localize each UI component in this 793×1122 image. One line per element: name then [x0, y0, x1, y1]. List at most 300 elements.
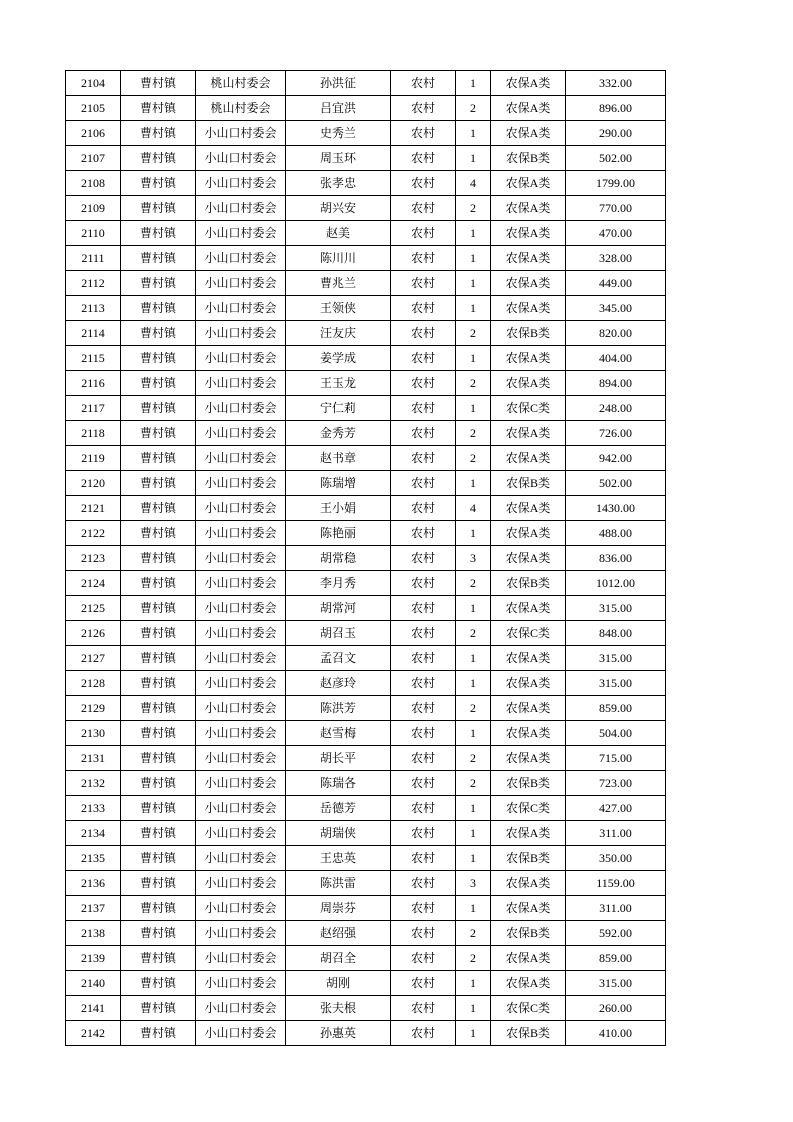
cell-person-count: 1: [456, 846, 491, 871]
cell-residence-type: 农村: [391, 171, 456, 196]
cell-insurance-category: 农保C类: [491, 396, 566, 421]
cell-town: 曹村镇: [121, 171, 196, 196]
cell-town: 曹村镇: [121, 696, 196, 721]
table-row: [66, 621, 666, 646]
cell-serial-number: 2119: [66, 446, 121, 471]
cell-residence-type: 农村: [391, 996, 456, 1021]
cell-person-count: 1: [456, 221, 491, 246]
cell-residence-type: 农村: [391, 596, 456, 621]
cell-residence-type: 农村: [391, 821, 456, 846]
cell-person-count: 4: [456, 171, 491, 196]
cell-town: 曹村镇: [121, 796, 196, 821]
cell-village-committee: 小山口村委会: [196, 221, 286, 246]
cell-village-committee: 小山口村委会: [196, 446, 286, 471]
cell-amount: 504.00: [566, 721, 666, 746]
cell-person-count: 1: [456, 471, 491, 496]
cell-residence-type: 农村: [391, 296, 456, 321]
cell-person-count: 1: [456, 646, 491, 671]
cell-person-name: 王忠英: [286, 846, 391, 871]
cell-insurance-category: 农保A类: [491, 96, 566, 121]
cell-serial-number: 2123: [66, 546, 121, 571]
cell-insurance-category: 农保A类: [491, 246, 566, 271]
cell-insurance-category: 农保A类: [491, 946, 566, 971]
table-row: [66, 396, 666, 421]
cell-person-name: 孟召文: [286, 646, 391, 671]
cell-village-committee: 小山口村委会: [196, 796, 286, 821]
cell-person-count: 1: [456, 596, 491, 621]
cell-person-name: 曹兆兰: [286, 271, 391, 296]
cell-amount: 311.00: [566, 896, 666, 921]
cell-person-name: 王玉龙: [286, 371, 391, 396]
cell-serial-number: 2120: [66, 471, 121, 496]
cell-amount: 328.00: [566, 246, 666, 271]
cell-serial-number: 2139: [66, 946, 121, 971]
cell-village-committee: 小山口村委会: [196, 521, 286, 546]
table-row: [66, 221, 666, 246]
cell-residence-type: 农村: [391, 196, 456, 221]
cell-person-name: 张夫根: [286, 996, 391, 1021]
cell-person-name: 周玉环: [286, 146, 391, 171]
cell-residence-type: 农村: [391, 896, 456, 921]
cell-village-committee: 小山口村委会: [196, 396, 286, 421]
cell-insurance-category: 农保A类: [491, 196, 566, 221]
cell-village-committee: 小山口村委会: [196, 471, 286, 496]
cell-town: 曹村镇: [121, 871, 196, 896]
cell-town: 曹村镇: [121, 371, 196, 396]
cell-serial-number: 2115: [66, 346, 121, 371]
cell-village-committee: 桃山村委会: [196, 96, 286, 121]
cell-town: 曹村镇: [121, 921, 196, 946]
cell-person-count: 1: [456, 71, 491, 96]
cell-person-name: 胡兴安: [286, 196, 391, 221]
cell-town: 曹村镇: [121, 271, 196, 296]
cell-insurance-category: 农保A类: [491, 446, 566, 471]
cell-person-name: 赵绍强: [286, 921, 391, 946]
cell-person-name: 赵雪梅: [286, 721, 391, 746]
cell-serial-number: 2137: [66, 896, 121, 921]
cell-residence-type: 农村: [391, 221, 456, 246]
cell-residence-type: 农村: [391, 446, 456, 471]
cell-person-count: 1: [456, 271, 491, 296]
cell-amount: 260.00: [566, 996, 666, 1021]
cell-village-committee: 小山口村委会: [196, 921, 286, 946]
cell-amount: 894.00: [566, 371, 666, 396]
cell-insurance-category: 农保A类: [491, 821, 566, 846]
cell-serial-number: 2129: [66, 696, 121, 721]
cell-village-committee: 小山口村委会: [196, 321, 286, 346]
cell-insurance-category: 农保A类: [491, 971, 566, 996]
table-row: [66, 121, 666, 146]
cell-amount: 248.00: [566, 396, 666, 421]
data-table: [65, 70, 666, 1046]
cell-town: 曹村镇: [121, 246, 196, 271]
table-row: [66, 496, 666, 521]
cell-insurance-category: 农保A类: [491, 71, 566, 96]
cell-residence-type: 农村: [391, 1021, 456, 1046]
cell-person-count: 2: [456, 96, 491, 121]
cell-insurance-category: 农保A类: [491, 346, 566, 371]
cell-town: 曹村镇: [121, 496, 196, 521]
cell-town: 曹村镇: [121, 721, 196, 746]
cell-person-count: 2: [456, 421, 491, 446]
cell-insurance-category: 农保A类: [491, 171, 566, 196]
cell-village-committee: 小山口村委会: [196, 296, 286, 321]
cell-town: 曹村镇: [121, 346, 196, 371]
cell-person-count: 1: [456, 1021, 491, 1046]
cell-residence-type: 农村: [391, 121, 456, 146]
cell-town: 曹村镇: [121, 196, 196, 221]
cell-village-committee: 小山口村委会: [196, 271, 286, 296]
cell-person-count: 1: [456, 121, 491, 146]
cell-residence-type: 农村: [391, 96, 456, 121]
cell-amount: 1159.00: [566, 871, 666, 896]
cell-village-committee: 小山口村委会: [196, 196, 286, 221]
cell-amount: 449.00: [566, 271, 666, 296]
cell-amount: 502.00: [566, 146, 666, 171]
cell-person-name: 胡召玉: [286, 621, 391, 646]
cell-serial-number: 2132: [66, 771, 121, 796]
table-row: [66, 671, 666, 696]
cell-residence-type: 农村: [391, 246, 456, 271]
cell-amount: 848.00: [566, 621, 666, 646]
cell-person-name: 赵彦玲: [286, 671, 391, 696]
cell-insurance-category: 农保A类: [491, 671, 566, 696]
cell-village-committee: 小山口村委会: [196, 171, 286, 196]
cell-residence-type: 农村: [391, 946, 456, 971]
table-row: [66, 546, 666, 571]
cell-serial-number: 2106: [66, 121, 121, 146]
cell-amount: 315.00: [566, 971, 666, 996]
cell-serial-number: 2126: [66, 621, 121, 646]
cell-serial-number: 2138: [66, 921, 121, 946]
cell-insurance-category: 农保A类: [491, 421, 566, 446]
cell-insurance-category: 农保A类: [491, 596, 566, 621]
cell-residence-type: 农村: [391, 696, 456, 721]
cell-insurance-category: 农保B类: [491, 771, 566, 796]
cell-person-count: 1: [456, 796, 491, 821]
cell-amount: 488.00: [566, 521, 666, 546]
cell-amount: 315.00: [566, 596, 666, 621]
cell-amount: 410.00: [566, 1021, 666, 1046]
table-row: [66, 71, 666, 96]
cell-village-committee: 小山口村委会: [196, 621, 286, 646]
cell-amount: 345.00: [566, 296, 666, 321]
cell-person-count: 1: [456, 971, 491, 996]
cell-village-committee: 小山口村委会: [196, 696, 286, 721]
cell-amount: 592.00: [566, 921, 666, 946]
cell-serial-number: 2133: [66, 796, 121, 821]
cell-village-committee: 小山口村委会: [196, 896, 286, 921]
cell-insurance-category: 农保A类: [491, 646, 566, 671]
cell-residence-type: 农村: [391, 396, 456, 421]
cell-village-committee: 小山口村委会: [196, 371, 286, 396]
cell-village-committee: 小山口村委会: [196, 571, 286, 596]
cell-person-count: 2: [456, 371, 491, 396]
cell-village-committee: 小山口村委会: [196, 846, 286, 871]
cell-insurance-category: 农保C类: [491, 621, 566, 646]
cell-serial-number: 2140: [66, 971, 121, 996]
cell-amount: 350.00: [566, 846, 666, 871]
cell-insurance-category: 农保A类: [491, 121, 566, 146]
cell-insurance-category: 农保A类: [491, 371, 566, 396]
cell-serial-number: 2114: [66, 321, 121, 346]
table-row: [66, 696, 666, 721]
cell-amount: 502.00: [566, 471, 666, 496]
cell-insurance-category: 农保B类: [491, 321, 566, 346]
cell-amount: 942.00: [566, 446, 666, 471]
table-row: [66, 146, 666, 171]
cell-village-committee: 小山口村委会: [196, 546, 286, 571]
cell-residence-type: 农村: [391, 321, 456, 346]
cell-person-name: 李月秀: [286, 571, 391, 596]
cell-serial-number: 2141: [66, 996, 121, 1021]
cell-residence-type: 农村: [391, 71, 456, 96]
table-row: [66, 346, 666, 371]
cell-serial-number: 2125: [66, 596, 121, 621]
cell-serial-number: 2136: [66, 871, 121, 896]
table-row: [66, 421, 666, 446]
cell-serial-number: 2104: [66, 71, 121, 96]
cell-amount: 859.00: [566, 946, 666, 971]
table-row: [66, 896, 666, 921]
cell-person-name: 岳德芳: [286, 796, 391, 821]
cell-person-count: 3: [456, 546, 491, 571]
cell-town: 曹村镇: [121, 421, 196, 446]
table-row: [66, 921, 666, 946]
cell-person-name: 王领侠: [286, 296, 391, 321]
cell-person-count: 1: [456, 146, 491, 171]
cell-serial-number: 2108: [66, 171, 121, 196]
cell-person-count: 2: [456, 571, 491, 596]
table-row: [66, 371, 666, 396]
cell-insurance-category: 农保C类: [491, 996, 566, 1021]
cell-serial-number: 2130: [66, 721, 121, 746]
cell-town: 曹村镇: [121, 821, 196, 846]
cell-person-count: 2: [456, 946, 491, 971]
cell-town: 曹村镇: [121, 146, 196, 171]
table-row: [66, 796, 666, 821]
cell-village-committee: 小山口村委会: [196, 721, 286, 746]
cell-residence-type: 农村: [391, 671, 456, 696]
cell-person-name: 胡长平: [286, 746, 391, 771]
cell-insurance-category: 农保B类: [491, 471, 566, 496]
table-row: [66, 296, 666, 321]
cell-amount: 427.00: [566, 796, 666, 821]
cell-residence-type: 农村: [391, 571, 456, 596]
cell-insurance-category: 农保B类: [491, 846, 566, 871]
cell-person-count: 1: [456, 821, 491, 846]
cell-serial-number: 2111: [66, 246, 121, 271]
cell-person-name: 姜学成: [286, 346, 391, 371]
cell-town: 曹村镇: [121, 221, 196, 246]
cell-residence-type: 农村: [391, 796, 456, 821]
cell-town: 曹村镇: [121, 71, 196, 96]
cell-village-committee: 小山口村委会: [196, 946, 286, 971]
cell-residence-type: 农村: [391, 721, 456, 746]
cell-village-committee: 小山口村委会: [196, 346, 286, 371]
cell-serial-number: 2122: [66, 521, 121, 546]
cell-person-name: 赵美: [286, 221, 391, 246]
cell-amount: 311.00: [566, 821, 666, 846]
table-row: [66, 771, 666, 796]
cell-person-count: 1: [456, 396, 491, 421]
table-row: [66, 446, 666, 471]
cell-insurance-category: 农保A类: [491, 296, 566, 321]
cell-residence-type: 农村: [391, 621, 456, 646]
cell-insurance-category: 农保C类: [491, 796, 566, 821]
cell-serial-number: 2112: [66, 271, 121, 296]
cell-serial-number: 2135: [66, 846, 121, 871]
cell-person-count: 2: [456, 321, 491, 346]
cell-town: 曹村镇: [121, 546, 196, 571]
cell-town: 曹村镇: [121, 771, 196, 796]
cell-insurance-category: 农保B类: [491, 921, 566, 946]
table-row: [66, 521, 666, 546]
cell-serial-number: 2109: [66, 196, 121, 221]
cell-amount: 723.00: [566, 771, 666, 796]
cell-residence-type: 农村: [391, 546, 456, 571]
cell-town: 曹村镇: [121, 96, 196, 121]
cell-serial-number: 2128: [66, 671, 121, 696]
cell-person-name: 陈瑞各: [286, 771, 391, 796]
cell-person-count: 2: [456, 621, 491, 646]
cell-amount: 726.00: [566, 421, 666, 446]
cell-town: 曹村镇: [121, 971, 196, 996]
cell-residence-type: 农村: [391, 771, 456, 796]
cell-serial-number: 2116: [66, 371, 121, 396]
table-row: [66, 471, 666, 496]
cell-village-committee: 小山口村委会: [196, 871, 286, 896]
cell-amount: 715.00: [566, 746, 666, 771]
cell-village-committee: 小山口村委会: [196, 771, 286, 796]
cell-person-count: 1: [456, 346, 491, 371]
cell-insurance-category: 农保A类: [491, 546, 566, 571]
cell-insurance-category: 农保B类: [491, 571, 566, 596]
cell-insurance-category: 农保A类: [491, 496, 566, 521]
cell-town: 曹村镇: [121, 296, 196, 321]
cell-person-name: 陈艳丽: [286, 521, 391, 546]
cell-person-count: 2: [456, 696, 491, 721]
cell-person-count: 2: [456, 746, 491, 771]
cell-amount: 315.00: [566, 671, 666, 696]
cell-person-count: 1: [456, 246, 491, 271]
cell-person-name: 史秀兰: [286, 121, 391, 146]
cell-town: 曹村镇: [121, 446, 196, 471]
cell-town: 曹村镇: [121, 521, 196, 546]
cell-person-count: 1: [456, 896, 491, 921]
cell-person-name: 陈洪雷: [286, 871, 391, 896]
cell-person-name: 宁仁莉: [286, 396, 391, 421]
cell-person-count: 2: [456, 921, 491, 946]
cell-town: 曹村镇: [121, 571, 196, 596]
cell-residence-type: 农村: [391, 421, 456, 446]
cell-person-name: 陈瑞增: [286, 471, 391, 496]
cell-person-name: 王小娟: [286, 496, 391, 521]
cell-village-committee: 桃山村委会: [196, 71, 286, 96]
cell-insurance-category: 农保A类: [491, 871, 566, 896]
cell-person-count: 3: [456, 871, 491, 896]
cell-person-count: 1: [456, 521, 491, 546]
cell-village-committee: 小山口村委会: [196, 421, 286, 446]
cell-town: 曹村镇: [121, 846, 196, 871]
cell-person-count: 2: [456, 446, 491, 471]
cell-residence-type: 农村: [391, 346, 456, 371]
cell-town: 曹村镇: [121, 471, 196, 496]
cell-serial-number: 2121: [66, 496, 121, 521]
cell-serial-number: 2142: [66, 1021, 121, 1046]
cell-town: 曹村镇: [121, 321, 196, 346]
cell-residence-type: 农村: [391, 921, 456, 946]
cell-residence-type: 农村: [391, 746, 456, 771]
cell-person-name: 金秀芳: [286, 421, 391, 446]
cell-serial-number: 2107: [66, 146, 121, 171]
table-row: [66, 321, 666, 346]
cell-insurance-category: 农保A类: [491, 896, 566, 921]
cell-person-count: 1: [456, 721, 491, 746]
cell-residence-type: 农村: [391, 471, 456, 496]
cell-residence-type: 农村: [391, 146, 456, 171]
cell-town: 曹村镇: [121, 996, 196, 1021]
cell-amount: 859.00: [566, 696, 666, 721]
cell-amount: 1799.00: [566, 171, 666, 196]
cell-town: 曹村镇: [121, 1021, 196, 1046]
cell-residence-type: 农村: [391, 646, 456, 671]
cell-serial-number: 2131: [66, 746, 121, 771]
cell-person-count: 4: [456, 496, 491, 521]
cell-person-name: 陈川川: [286, 246, 391, 271]
table-row: [66, 971, 666, 996]
cell-insurance-category: 农保A类: [491, 696, 566, 721]
table-row: [66, 246, 666, 271]
cell-person-count: 2: [456, 771, 491, 796]
table-row: [66, 846, 666, 871]
cell-person-name: 胡刚: [286, 971, 391, 996]
table-row: [66, 746, 666, 771]
cell-serial-number: 2117: [66, 396, 121, 421]
cell-village-committee: 小山口村委会: [196, 746, 286, 771]
cell-village-committee: 小山口村委会: [196, 1021, 286, 1046]
cell-amount: 332.00: [566, 71, 666, 96]
table-body: [66, 71, 666, 1046]
cell-person-name: 孙惠英: [286, 1021, 391, 1046]
cell-village-committee: 小山口村委会: [196, 971, 286, 996]
cell-person-name: 吕宜洪: [286, 96, 391, 121]
cell-person-count: 1: [456, 296, 491, 321]
cell-residence-type: 农村: [391, 271, 456, 296]
cell-insurance-category: 农保A类: [491, 521, 566, 546]
cell-serial-number: 2110: [66, 221, 121, 246]
cell-amount: 315.00: [566, 646, 666, 671]
cell-village-committee: 小山口村委会: [196, 496, 286, 521]
cell-person-count: 1: [456, 996, 491, 1021]
table-row: [66, 596, 666, 621]
cell-amount: 404.00: [566, 346, 666, 371]
cell-village-committee: 小山口村委会: [196, 146, 286, 171]
cell-village-committee: 小山口村委会: [196, 671, 286, 696]
cell-amount: 1012.00: [566, 571, 666, 596]
cell-person-count: 1: [456, 671, 491, 696]
cell-serial-number: 2124: [66, 571, 121, 596]
cell-serial-number: 2113: [66, 296, 121, 321]
cell-insurance-category: 农保B类: [491, 1021, 566, 1046]
cell-town: 曹村镇: [121, 121, 196, 146]
cell-amount: 290.00: [566, 121, 666, 146]
table-row: [66, 96, 666, 121]
cell-insurance-category: 农保A类: [491, 721, 566, 746]
cell-amount: 836.00: [566, 546, 666, 571]
cell-amount: 1430.00: [566, 496, 666, 521]
table-row: [66, 196, 666, 221]
